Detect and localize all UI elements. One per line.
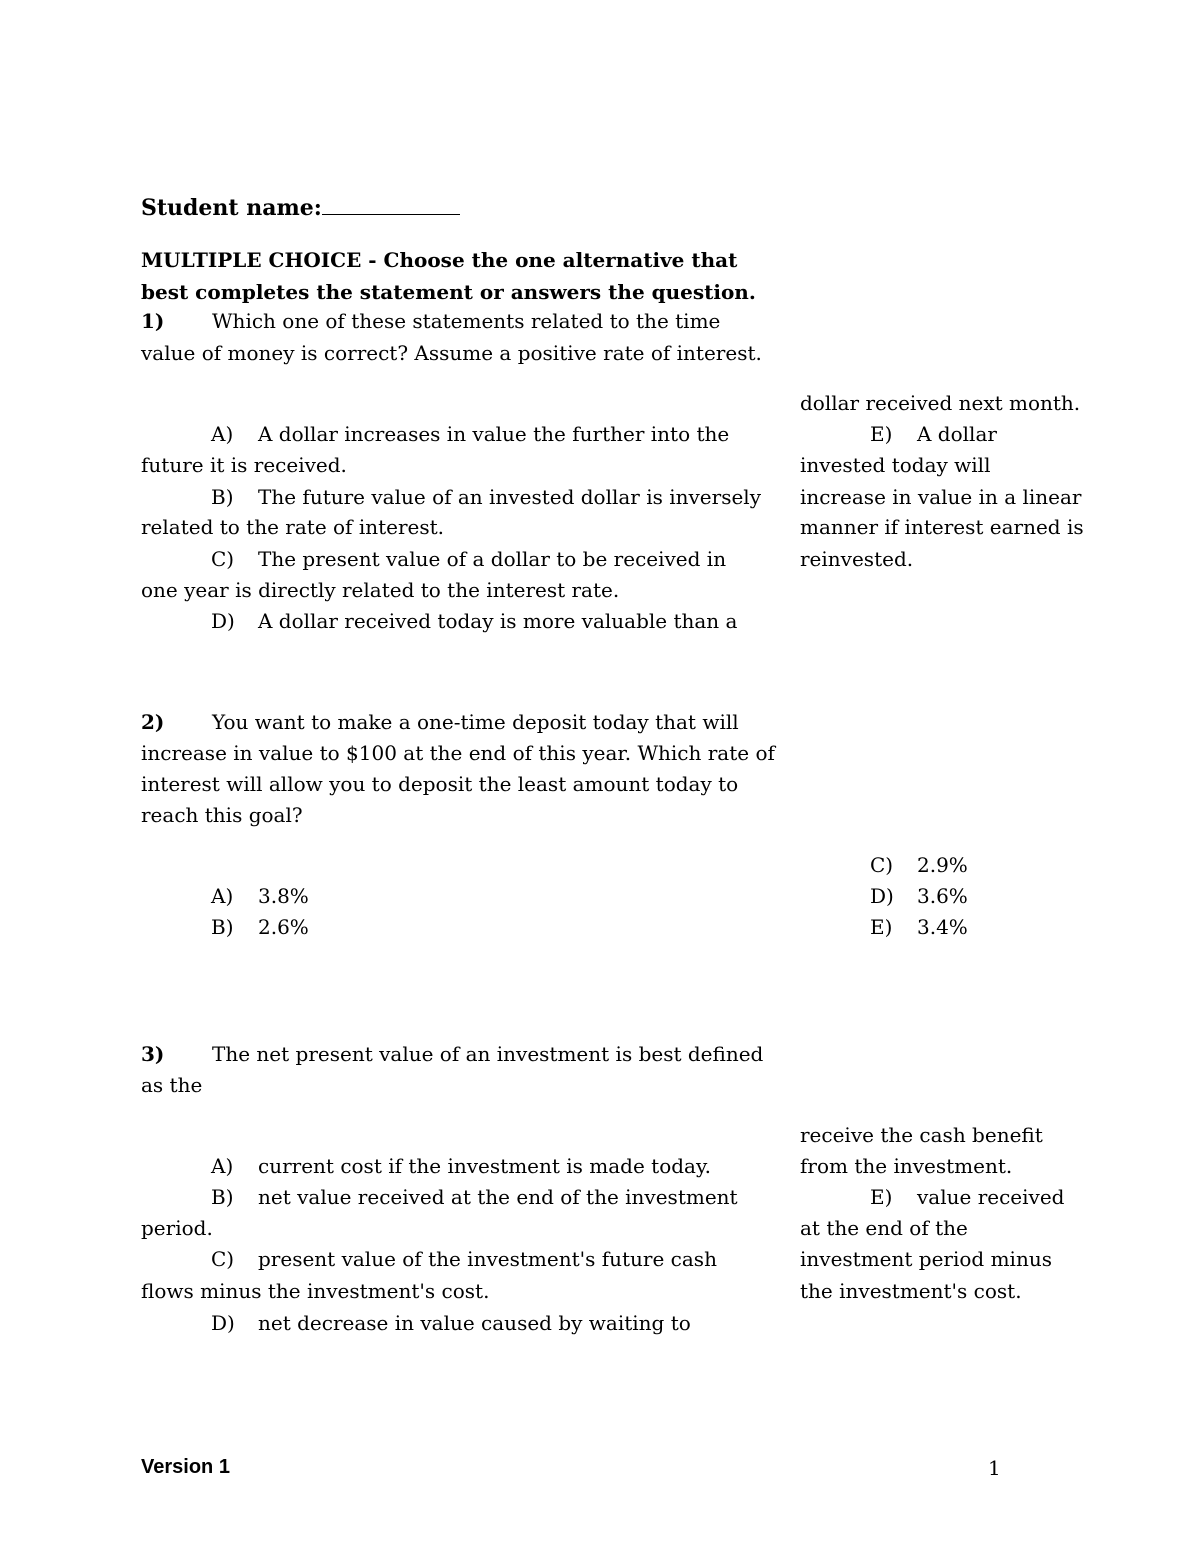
q3-option-e-line-2: at the end of the bbox=[800, 1216, 968, 1240]
q2-option-a[interactable]: A) 3.8% bbox=[141, 881, 309, 912]
q3-option-e-line-3: investment period minus bbox=[800, 1247, 1052, 1271]
q2-option-a-letter: A) bbox=[211, 884, 234, 908]
q3-option-c-line-2: flows minus the investment's cost. bbox=[141, 1279, 490, 1303]
q2-option-e-letter: E) bbox=[870, 915, 893, 939]
footer-page-number: 1 bbox=[988, 1456, 1001, 1480]
q2-option-c-letter: C) bbox=[870, 853, 894, 877]
q3-stem-line-1: 3) The net present value of an investment is best defined bbox=[141, 1039, 763, 1070]
q2-option-c[interactable]: C) 2.9% bbox=[800, 850, 968, 881]
q2-stem-line-1: 2) You want to make a one-time deposit today that will bbox=[141, 707, 739, 738]
q1-stem-line-2: value of money is correct? Assume a positive rate of interest. bbox=[141, 341, 762, 365]
q3-option-b[interactable]: B) net value received at the end of the investment bbox=[141, 1182, 738, 1213]
q2-option-b[interactable]: B) 2.6% bbox=[141, 912, 309, 943]
q3-option-b-letter: B) bbox=[211, 1185, 234, 1209]
q1-stem-line-1: 1) Which one of these statements related to the time bbox=[141, 306, 720, 337]
q1-option-a[interactable]: A) A dollar increases in value the further into the bbox=[141, 419, 729, 450]
instructions-line-2: best completes the statement or answers the question. bbox=[141, 280, 756, 304]
q1-option-e-line-3: increase in value in a linear bbox=[800, 485, 1082, 509]
q3-option-c-letter: C) bbox=[211, 1247, 235, 1271]
q1-option-c-letter: C) bbox=[211, 547, 235, 571]
q1-option-b-line-2: related to the rate of interest. bbox=[141, 515, 445, 539]
q1-option-a-line-2: future it is received. bbox=[141, 453, 347, 477]
q1-option-b-letter: B) bbox=[211, 485, 234, 509]
q3-stem-line-2: as the bbox=[141, 1073, 203, 1097]
q3-option-e-letter: E) bbox=[870, 1185, 893, 1209]
footer-version: Version 1 bbox=[141, 1456, 230, 1478]
q3-number: 3) bbox=[141, 1042, 165, 1066]
q2-stem-line-4: reach this goal? bbox=[141, 803, 303, 827]
q2-number: 2) bbox=[141, 710, 165, 734]
q1-option-c[interactable]: C) The present value of a dollar to be received in bbox=[141, 544, 726, 575]
student-name-field bbox=[141, 192, 460, 221]
q1-option-e-line-2: invested today will bbox=[800, 453, 991, 477]
q1-option-e-letter: E) bbox=[870, 422, 893, 446]
instructions-line-1: MULTIPLE CHOICE - Choose the one alternative that bbox=[141, 248, 738, 272]
q3-option-d[interactable]: D) net decrease in value caused by waiting to bbox=[141, 1308, 691, 1339]
q2-option-d-letter: D) bbox=[870, 884, 894, 908]
q1-option-a-letter: A) bbox=[211, 422, 234, 446]
q2-stem-line-3: interest will allow you to deposit the least amount today to bbox=[141, 772, 739, 796]
q1-option-b[interactable]: B) The future value of an invested dollar is inversely bbox=[141, 482, 761, 513]
q1-option-d-letter: D) bbox=[211, 609, 235, 633]
student-name-blank[interactable] bbox=[322, 192, 460, 215]
q3-option-d-line-3: from the investment. bbox=[800, 1154, 1013, 1178]
q1-option-e-line-4: manner if interest earned is bbox=[800, 515, 1084, 539]
q3-option-a-letter: A) bbox=[211, 1154, 234, 1178]
q1-option-e-line-5: reinvested. bbox=[800, 547, 914, 571]
q1-option-e[interactable]: E) A dollar bbox=[800, 419, 997, 450]
q3-option-b-line-2: period. bbox=[141, 1216, 213, 1240]
q1-option-c-line-2: one year is directly related to the interest rate. bbox=[141, 578, 620, 602]
q3-option-a[interactable]: A) current cost if the investment is made today. bbox=[141, 1151, 711, 1182]
q2-option-d[interactable]: D) 3.6% bbox=[800, 881, 968, 912]
q1-option-d-line-2: dollar received next month. bbox=[800, 391, 1081, 415]
q3-option-e[interactable]: E) value received bbox=[800, 1182, 1064, 1213]
q3-option-e-line-4: the investment's cost. bbox=[800, 1279, 1022, 1303]
q2-option-e[interactable]: E) 3.4% bbox=[800, 912, 968, 943]
q1-option-d[interactable]: D) A dollar received today is more valuable than a bbox=[141, 606, 737, 637]
student-name-label: Student name: bbox=[141, 195, 322, 221]
q3-option-d-letter: D) bbox=[211, 1311, 235, 1335]
q1-number: 1) bbox=[141, 309, 165, 333]
q2-option-b-letter: B) bbox=[211, 915, 234, 939]
q2-stem-line-2: increase in value to $100 at the end of this year. Which rate of bbox=[141, 741, 775, 765]
q3-option-c[interactable]: C) present value of the investment's future cash bbox=[141, 1244, 717, 1275]
q3-option-d-line-2: receive the cash benefit bbox=[800, 1123, 1043, 1147]
